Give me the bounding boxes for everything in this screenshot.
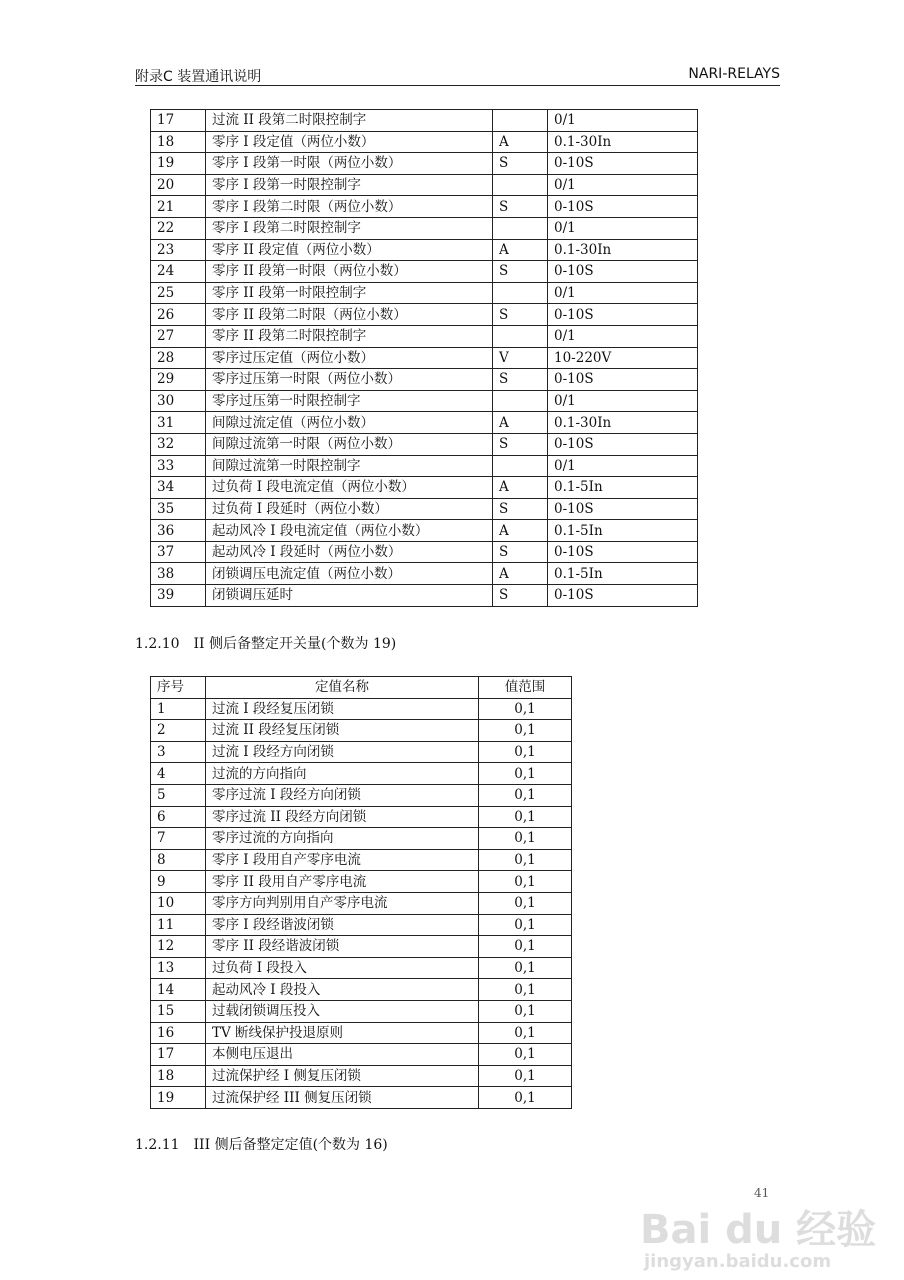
cell-unit: A <box>493 563 548 585</box>
cell-name: 零序 I 段第二时限控制字 <box>206 217 493 239</box>
cell-range: 0,1 <box>479 828 572 850</box>
cell-unit: S <box>493 304 548 326</box>
cell-range: 0/1 <box>548 390 698 412</box>
cell-index: 29 <box>151 369 206 391</box>
cell-index: 36 <box>151 520 206 542</box>
cell-unit: S <box>493 261 548 283</box>
cell-index: 10 <box>151 892 206 914</box>
cell-index: 22 <box>151 217 206 239</box>
cell-unit: S <box>493 498 548 520</box>
table-row <box>151 892 572 914</box>
cell-range: 0/1 <box>548 455 698 477</box>
cell-name: 过载闭锁调压投入 <box>206 1000 479 1022</box>
table-row <box>151 304 698 326</box>
table-row <box>151 1065 572 1087</box>
table-row <box>151 390 698 412</box>
table-row <box>151 131 698 153</box>
cell-range: 0,1 <box>479 720 572 742</box>
table-row <box>151 477 698 499</box>
cell-index: 18 <box>151 1065 206 1087</box>
cell-unit: A <box>493 520 548 542</box>
cell-name: 零序过流 I 段经方向闭锁 <box>206 784 479 806</box>
cell-name: 起动风冷 I 段延时（两位小数） <box>206 541 493 563</box>
cell-index: 38 <box>151 563 206 585</box>
cell-range: 0-10S <box>548 196 698 218</box>
cell-name: 零序过流的方向指向 <box>206 828 479 850</box>
cell-range: 0.1-30In <box>548 131 698 153</box>
table-row <box>151 110 698 132</box>
table-row <box>151 1022 572 1044</box>
cell-index: 28 <box>151 347 206 369</box>
table-row <box>151 520 698 542</box>
table-row <box>151 763 572 785</box>
cell-range: 0.1-5In <box>548 520 698 542</box>
table-row <box>151 871 572 893</box>
cell-range: 0,1 <box>479 1087 572 1109</box>
table-row <box>151 741 572 763</box>
cell-name: 起动风冷 I 段电流定值（两位小数） <box>206 520 493 542</box>
cell-index: 26 <box>151 304 206 326</box>
table-row <box>151 698 572 720</box>
cell-index: 35 <box>151 498 206 520</box>
cell-range: 0,1 <box>479 806 572 828</box>
cell-name: 过负荷 I 段投入 <box>206 957 479 979</box>
section-heading-1-2-11: 1.2.11 III 侧后备整定定值(个数为 16) <box>135 1137 388 1153</box>
cell-index: 21 <box>151 196 206 218</box>
cell-range: 0,1 <box>479 1022 572 1044</box>
cell-range: 0/1 <box>548 282 698 304</box>
cell-index: 13 <box>151 957 206 979</box>
cell-name: 过流的方向指向 <box>206 763 479 785</box>
page-number: 41 <box>754 1186 770 1200</box>
cell-index: 31 <box>151 412 206 434</box>
cell-name: 零序 I 段经谐波闭锁 <box>206 914 479 936</box>
cell-name: 零序 I 段用自产零序电流 <box>206 849 479 871</box>
table-row <box>151 282 698 304</box>
cell-range: 0.1-30In <box>548 412 698 434</box>
cell-index: 25 <box>151 282 206 304</box>
cell-range: 0.1-5In <box>548 563 698 585</box>
cell-index: 14 <box>151 979 206 1001</box>
cell-name: 零序 I 段第一时限（两位小数） <box>206 153 493 175</box>
cell-name: 零序 I 段第一时限控制字 <box>206 174 493 196</box>
table-row <box>151 1000 572 1022</box>
cell-name: 零序过压第一时限控制字 <box>206 390 493 412</box>
cell-range: 0,1 <box>479 979 572 1001</box>
cell-range: 0.1-5In <box>548 477 698 499</box>
cell-range: 0,1 <box>479 741 572 763</box>
cell-index: 6 <box>151 806 206 828</box>
cell-name: 零序 II 段定值（两位小数） <box>206 239 493 261</box>
cell-range: 0,1 <box>479 914 572 936</box>
cell-index: 30 <box>151 390 206 412</box>
cell-name: 间隙过流第一时限（两位小数） <box>206 433 493 455</box>
table-row <box>151 498 698 520</box>
cell-index: 8 <box>151 849 206 871</box>
table-row <box>151 806 572 828</box>
page-header <box>135 64 780 86</box>
cell-name: 零序方向判别用自产零序电流 <box>206 892 479 914</box>
cell-range: 0,1 <box>479 957 572 979</box>
cell-range: 0/1 <box>548 217 698 239</box>
cell-index: 9 <box>151 871 206 893</box>
cell-name: 零序过压第一时限（两位小数） <box>206 369 493 391</box>
cell-unit <box>493 390 548 412</box>
cell-unit: A <box>493 477 548 499</box>
table-row <box>151 174 698 196</box>
cell-index: 4 <box>151 763 206 785</box>
cell-name: 闭锁调压延时 <box>206 585 493 607</box>
cell-name: 零序 II 段经谐波闭锁 <box>206 936 479 958</box>
cell-unit: S <box>493 541 548 563</box>
cell-name: 零序过压定值（两位小数） <box>206 347 493 369</box>
cell-range: 0,1 <box>479 871 572 893</box>
cell-name: 间隙过流定值（两位小数） <box>206 412 493 434</box>
cell-range: 0,1 <box>479 1044 572 1066</box>
cell-index: 39 <box>151 585 206 607</box>
table-row <box>151 979 572 1001</box>
cell-name: 间隙过流第一时限控制字 <box>206 455 493 477</box>
cell-unit <box>493 174 548 196</box>
header-brand: NARI-RELAYS <box>688 66 780 82</box>
cell-index: 18 <box>151 131 206 153</box>
cell-index: 23 <box>151 239 206 261</box>
cell-index: 33 <box>151 455 206 477</box>
cell-name: 过流 I 段经方向闭锁 <box>206 741 479 763</box>
table-row <box>151 433 698 455</box>
cell-index: 15 <box>151 1000 206 1022</box>
cell-index: 17 <box>151 110 206 132</box>
cell-index: 2 <box>151 720 206 742</box>
table-row <box>151 412 698 434</box>
cell-index: 3 <box>151 741 206 763</box>
cell-name: 过流保护经 III 侧复压闭锁 <box>206 1087 479 1109</box>
header-name: 定值名称 <box>206 677 479 699</box>
cell-unit <box>493 110 548 132</box>
cell-name: 过流保护经 I 侧复压闭锁 <box>206 1065 479 1087</box>
table-row <box>151 153 698 175</box>
cell-name: 过流 II 段第二时限控制字 <box>206 110 493 132</box>
header-range: 值范围 <box>479 677 572 699</box>
section-heading-1-2-10: 1.2.10 II 侧后备整定开关量(个数为 19) <box>135 636 397 652</box>
cell-range: 0/1 <box>548 110 698 132</box>
cell-unit <box>493 325 548 347</box>
cell-name: 起动风冷 I 段投入 <box>206 979 479 1001</box>
cell-name: TV 断线保护投退原则 <box>206 1022 479 1044</box>
table-row <box>151 585 698 607</box>
cell-name: 过流 II 段经复压闭锁 <box>206 720 479 742</box>
cell-range: 0-10S <box>548 304 698 326</box>
cell-range: 0,1 <box>479 1065 572 1087</box>
cell-unit <box>493 282 548 304</box>
cell-index: 32 <box>151 433 206 455</box>
cell-index: 37 <box>151 541 206 563</box>
header-index: 序号 <box>151 677 206 699</box>
cell-index: 1 <box>151 698 206 720</box>
baidu-watermark-logo: Bai du 经验 jingyan.baidu.com <box>640 1207 877 1272</box>
cell-unit: V <box>493 347 548 369</box>
table-row <box>151 563 698 585</box>
cell-index: 20 <box>151 174 206 196</box>
table-row <box>151 217 698 239</box>
cell-index: 12 <box>151 936 206 958</box>
table-row <box>151 455 698 477</box>
cell-range: 0/1 <box>548 174 698 196</box>
table-row <box>151 347 698 369</box>
table-row <box>151 720 572 742</box>
cell-index: 19 <box>151 1087 206 1109</box>
cell-unit <box>493 217 548 239</box>
cell-index: 34 <box>151 477 206 499</box>
cell-range: 0,1 <box>479 849 572 871</box>
cell-index: 16 <box>151 1022 206 1044</box>
cell-index: 11 <box>151 914 206 936</box>
cell-range: 0-10S <box>548 498 698 520</box>
switch-settings-table <box>150 676 572 1109</box>
cell-name: 零序 II 段用自产零序电流 <box>206 871 479 893</box>
table-row <box>151 325 698 347</box>
table-row <box>151 196 698 218</box>
cell-unit: S <box>493 585 548 607</box>
cell-range: 0.1-30In <box>548 239 698 261</box>
table-row <box>151 261 698 283</box>
cell-name: 零序 II 段第一时限（两位小数） <box>206 261 493 283</box>
cell-unit: A <box>493 412 548 434</box>
table-row <box>151 369 698 391</box>
table-row <box>151 1087 572 1109</box>
cell-unit <box>493 455 548 477</box>
cell-unit: A <box>493 131 548 153</box>
cell-range: 0-10S <box>548 369 698 391</box>
table-row <box>151 936 572 958</box>
cell-range: 0-10S <box>548 541 698 563</box>
cell-index: 27 <box>151 325 206 347</box>
cell-unit: S <box>493 153 548 175</box>
cell-range: 10-220V <box>548 347 698 369</box>
cell-name: 本侧电压退出 <box>206 1044 479 1066</box>
table-row <box>151 957 572 979</box>
cell-name: 零序 II 段第一时限控制字 <box>206 282 493 304</box>
cell-range: 0,1 <box>479 936 572 958</box>
cell-name: 零序 II 段第二时限控制字 <box>206 325 493 347</box>
cell-range: 0/1 <box>548 325 698 347</box>
cell-index: 5 <box>151 784 206 806</box>
cell-range: 0,1 <box>479 698 572 720</box>
cell-range: 0-10S <box>548 585 698 607</box>
cell-range: 0-10S <box>548 433 698 455</box>
cell-name: 零序 II 段第二时限（两位小数） <box>206 304 493 326</box>
cell-unit: S <box>493 369 548 391</box>
table-row <box>151 1044 572 1066</box>
cell-range: 0,1 <box>479 892 572 914</box>
cell-range: 0,1 <box>479 784 572 806</box>
cell-name: 过负荷 I 段延时（两位小数） <box>206 498 493 520</box>
table-header-row <box>151 677 572 699</box>
cell-unit: S <box>493 433 548 455</box>
cell-index: 19 <box>151 153 206 175</box>
cell-range: 0-10S <box>548 153 698 175</box>
cell-name: 零序 I 段定值（两位小数） <box>206 131 493 153</box>
cell-name: 闭锁调压电流定值（两位小数） <box>206 563 493 585</box>
cell-index: 24 <box>151 261 206 283</box>
cell-name: 零序 I 段第二时限（两位小数） <box>206 196 493 218</box>
header-title: 附录C 装置通讯说明 <box>135 69 262 85</box>
cell-name: 零序过流 II 段经方向闭锁 <box>206 806 479 828</box>
cell-index: 17 <box>151 1044 206 1066</box>
table-row <box>151 914 572 936</box>
cell-index: 7 <box>151 828 206 850</box>
cell-name: 过流 I 段经复压闭锁 <box>206 698 479 720</box>
table-row <box>151 239 698 261</box>
cell-range: 0-10S <box>548 261 698 283</box>
table-row <box>151 541 698 563</box>
table-row <box>151 784 572 806</box>
cell-name: 过负荷 I 段电流定值（两位小数） <box>206 477 493 499</box>
settings-table-continued <box>150 109 698 607</box>
cell-unit: A <box>493 239 548 261</box>
cell-range: 0,1 <box>479 763 572 785</box>
cell-range: 0,1 <box>479 1000 572 1022</box>
table-row <box>151 828 572 850</box>
cell-unit: S <box>493 196 548 218</box>
table-row <box>151 849 572 871</box>
